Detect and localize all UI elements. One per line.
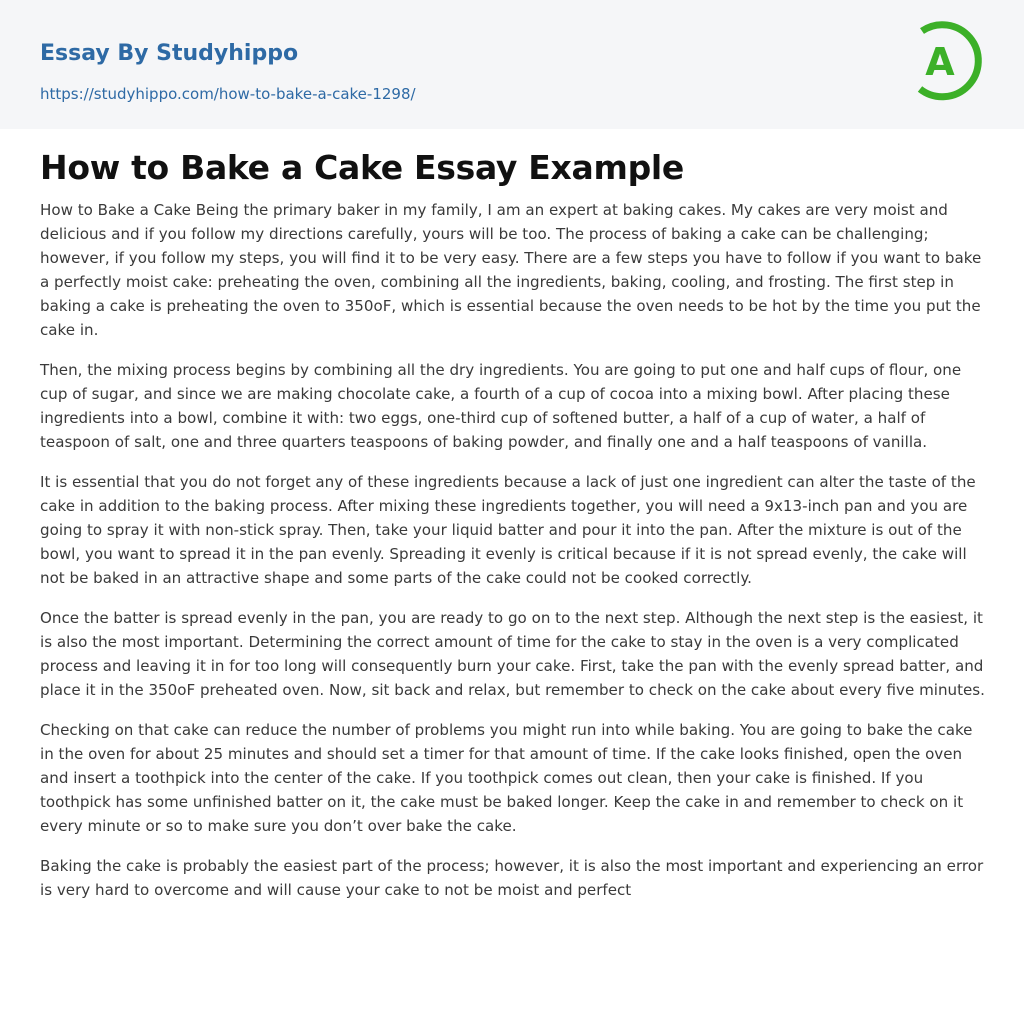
logo-letter: A <box>925 40 955 84</box>
essay-paragraph: It is essential that you do not forget any of these ingredients because a lack of just one ingredient can alter the taste of the cake in addition to the baking process. After mixing these ingredients together, you will need a 9x13-inch pan and you are going to spray it with non-stick spray. Then, take your liquid batter and pour it into the pan. After the mixture is out of the bowl, you want to spread it in the pan evenly. Spreading it evenly is critical because if it is not spread evenly, the cake will not be baked in an attractive shape and some parts of the cake could not be cooked correctly. <box>40 473 976 587</box>
page-title: How to Bake a Cake Essay Example <box>40 148 685 187</box>
studyhippo-logo-icon[interactable] <box>912 18 988 106</box>
essay-paragraph: Baking the cake is probably the easiest part of the process; however, it is also the most important and experiencing an error is very hard to overcome and will cause your cake to not be moist and perfect <box>40 857 984 899</box>
site-brand[interactable]: Essay By Studyhippo <box>40 41 299 66</box>
essay-paragraph: Checking on that cake can reduce the number of problems you might run into while baking. You are going to bake the cake in the oven for about 25 minutes and should set a timer for that amount of time. If the cake looks finished, open the oven and insert a toothpick into the center of the cake. If you toothpick comes out clean, then your cake is finished. If you toothpick has some unfinished batter on it, the cake must be baked longer. Keep the cake in and remember to check on it every minute or so to make sure you don’t over bake the cake. <box>40 721 973 835</box>
site-header <box>0 0 1024 129</box>
article <box>40 144 988 902</box>
essay-paragraph: Then, the mixing process begins by combining all the dry ingredients. You are going to put one and half cups of flour, one cup of sugar, and since we are making chocolate cake, a fourth of a cup of cocoa into a mixing bowl. After placing these ingredients into a bowl, combine it with: two eggs, one-third cup of softened butter, a half of a cup of water, a half of teaspoon of salt, one and three quarters teaspoons of baking powder, and finally one and a half teaspoons of vanilla. <box>40 361 962 451</box>
essay-paragraph: Once the batter is spread evenly in the pan, you are ready to go on to the next step. Although the next step is the easiest, it is also the most important. Determining the correct amount of time for the cake to stay in the oven is a very complicated process and leaving it in for too long will consequently burn your cake. First, take the pan with the evenly spread batter, and place it in the 350oF preheated oven. Now, sit back and relax, but remember to check on the cake about every five minutes. <box>40 609 985 699</box>
page-url-link[interactable]: https://studyhippo.com/how-to-bake-a-cake-1298/ <box>40 85 416 103</box>
essay-paragraph: How to Bake a Cake Being the primary baker in my family, I am an expert at baking cakes. My cakes are very moist and delicious and if you follow my directions carefully, yours will be too. The process of baking a cake can be challenging; however, if you follow my steps, you will find it to be very easy. There are a few steps you have to follow if you want to bake a perfectly moist cake: preheating the oven, combining all the ingredients, baking, cooling, and frosting. The first step in baking a cake is preheating the oven to 350oF, which is essential because the oven needs to be hot by the time you put the cake in. <box>40 201 982 339</box>
